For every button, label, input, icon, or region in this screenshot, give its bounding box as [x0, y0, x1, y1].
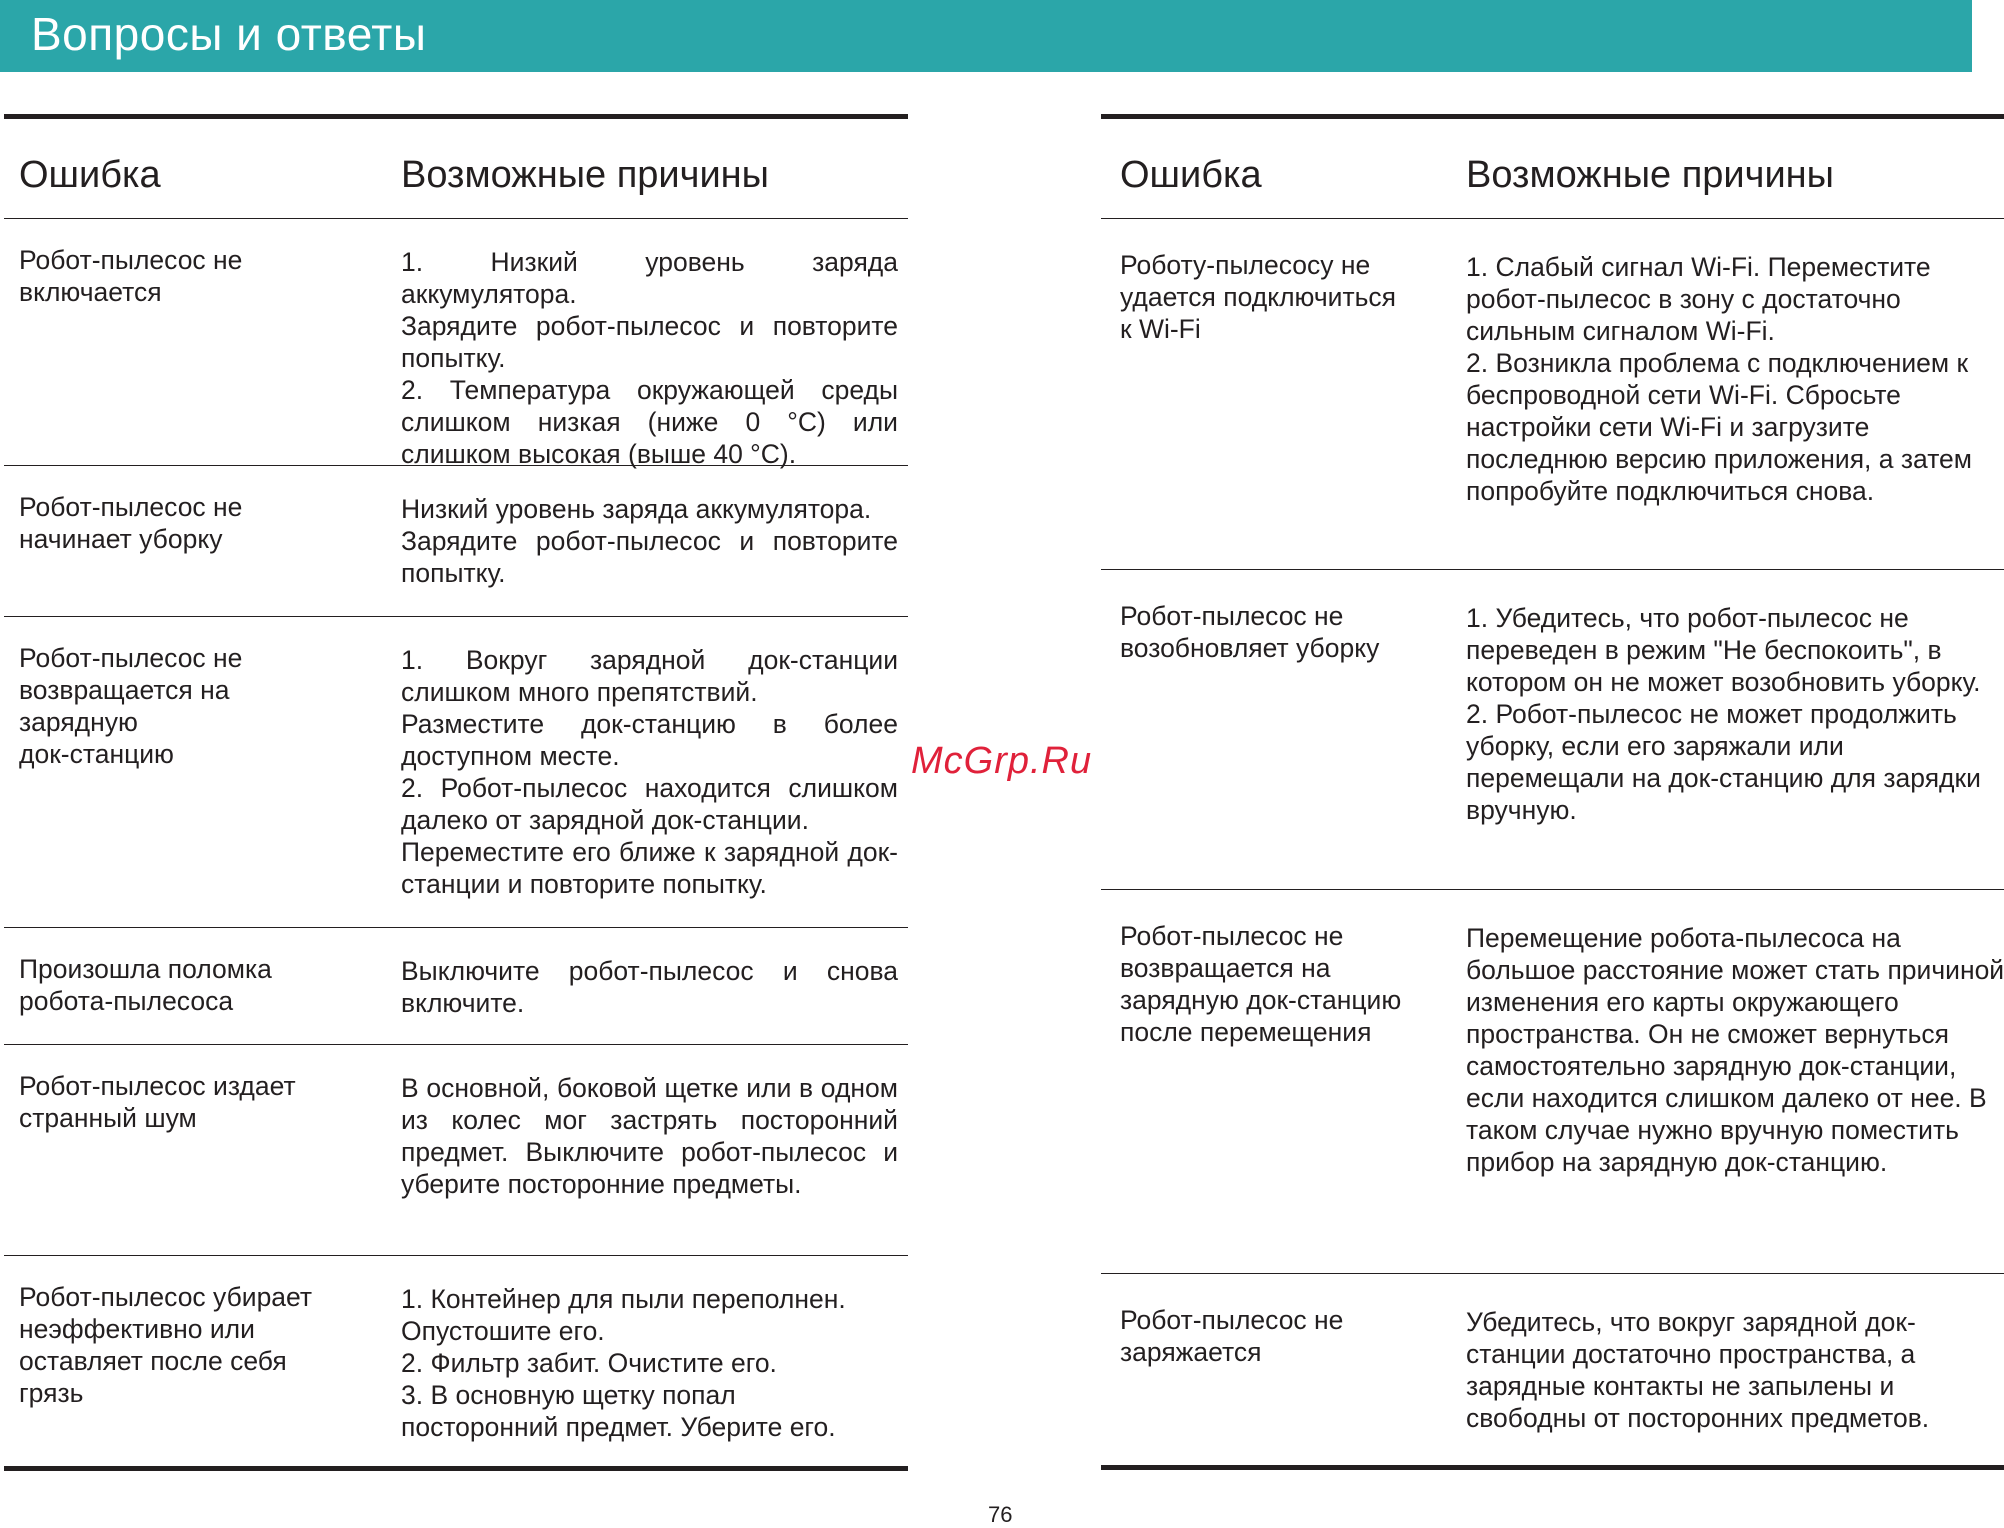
table-row — [4, 466, 908, 617]
error-text: Робот-пылесос издает странный шум — [19, 1071, 296, 1133]
cause-text: Убедитесь, что вокруг зарядной док-станции достаточно пространства, а зарядные контакты не запылены и свободны от посторонних предметов. — [1466, 1307, 1930, 1433]
header-bar — [0, 0, 1972, 72]
error-text: Робот-пылесос убирает неэффективно или оставляет после себя грязь — [19, 1282, 313, 1408]
page-number: 76 — [988, 1502, 1013, 1527]
table-bottom-rule — [4, 1466, 908, 1471]
page-title: Вопросы и ответы — [31, 8, 427, 60]
error-text: Робот-пылесос не заряжается — [1120, 1305, 1344, 1367]
faq-table-right — [1101, 114, 2004, 1470]
error-text: Робот-пылесос не начинает уборку — [19, 492, 243, 554]
table-row — [4, 1256, 908, 1466]
table-row — [4, 1045, 908, 1256]
cause-text: 1. Слабый сигнал Wi-Fi. Переместите робот-пылесос в зону с достаточно сильным сигналом Wi-Fi. 2. Возникла проблема с подключением к беспроводной сети Wi-Fi. Сбросьте настройки сети Wi-Fi и загрузите последнюю версию приложения, а затем попробуйте подключиться снова. — [1466, 252, 1972, 506]
cause-text: 1. Низкий уровень заряда аккумулятора. Зарядите робот-пылесос и повторите попытку. 2. Температура окружающей среды слишком низкая (ниже 0 °C) или слишком высокая (выше 40 °C). — [401, 247, 898, 469]
cause-text: 1. Контейнер для пыли переполнен. Опустошите его. 2. Фильтр забит. Очистите его. 3. В основную щетку попал посторонний предмет. Уберите его. — [401, 1284, 846, 1442]
table-header — [1101, 119, 2004, 219]
table-row — [4, 219, 908, 469]
cause-text: Низкий уровень заряда аккумулятора. Зарядите робот-пылесос и повторите попытку. — [401, 494, 898, 588]
cause-text: В основной, боковой щетке или в одном из колес мог застрять посторонний предмет. Выключите робот-пылесос и уберите посторонние предметы. — [401, 1073, 898, 1199]
cause-text: Перемещение робота-пылесоса на большое расстояние может стать причиной изменения его карты окружающего пространства. Он не сможет вернуться самостоятельно зарядную док-станции, если находится слишком далеко от нее. В таком случае нужно вручную поместить прибор на зарядную док-станцию. — [1466, 923, 2004, 1177]
error-text: Роботу-пылесосу не удается подключиться к Wi-Fi — [1120, 250, 1396, 344]
table-row — [4, 617, 908, 928]
error-text: Робот-пылесос не возвращается на зарядную док-станцию — [19, 643, 243, 769]
error-text: Робот-пылесос не включается — [19, 245, 243, 307]
column-header-causes: Возможные причины — [401, 154, 769, 196]
error-text: Робот-пылесос не возвращается на зарядную док-станцию после перемещения — [1120, 921, 1402, 1047]
watermark: McGrp.Ru — [911, 740, 1093, 782]
cause-text: Выключите робот-пылесос и снова включите. — [401, 956, 898, 1018]
column-header-error: Ошибка — [19, 154, 161, 196]
table-row — [1101, 570, 2004, 890]
cause-text: 1. Вокруг зарядной док-станции слишком много препятствий. Разместите док-станцию в более доступном месте. 2. Робот-пылесос находится слишком далеко от зарядной док-станции. Переместите его ближе к зарядной док-станции и повторите попытку. — [401, 645, 898, 899]
table-row — [1101, 890, 2004, 1274]
column-header-error: Ошибка — [1120, 154, 1262, 196]
column-header-causes: Возможные причины — [1466, 154, 1834, 196]
table-row — [1101, 1274, 2004, 1465]
table-bottom-rule — [1101, 1465, 2004, 1470]
cause-text: 1. Убедитесь, что робот-пылесос не переведен в режим "Не беспокоить", в котором он не может возобновить уборку. 2. Робот-пылесос не может продолжить уборку, если его заряжали или перемещали на док-станцию для зарядки вручную. — [1466, 603, 1981, 825]
faq-table-left — [4, 114, 908, 1471]
error-text: Робот-пылесос не возобновляет уборку — [1120, 601, 1380, 663]
table-header — [4, 119, 908, 219]
error-text: Произошла поломка робота-пылесоса — [19, 954, 272, 1016]
table-row — [4, 928, 908, 1045]
table-row — [1101, 219, 2004, 570]
